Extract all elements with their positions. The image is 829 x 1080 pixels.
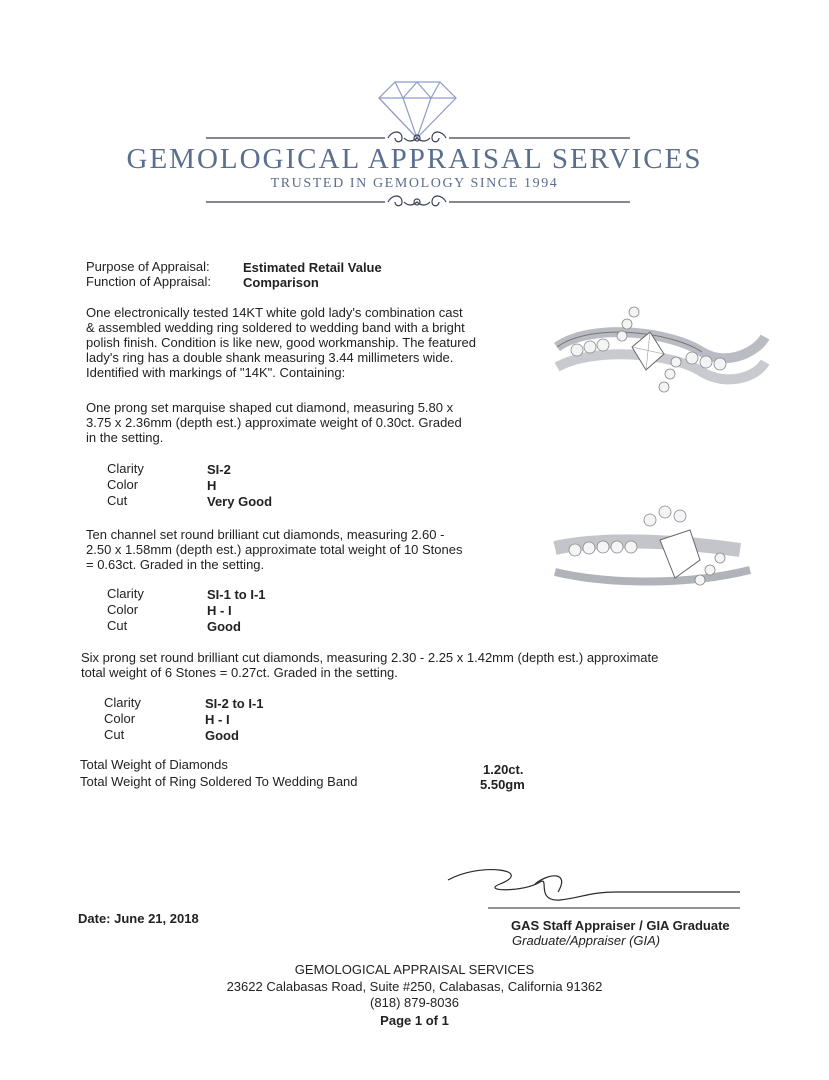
cut-label: Cut: [107, 493, 128, 508]
footer-address: 23622 Calabasas Road, Suite #250, Calabasas, California 91362: [226, 979, 603, 994]
stone-description-line: 3.75 x 2.36mm (depth est.) approximate weight of 0.30ct. Graded: [86, 415, 462, 430]
stone-description-line: One prong set marquise shaped cut diamond, measuring 5.80 x: [86, 400, 454, 415]
stone-description-line: = 0.63ct. Graded in the setting.: [86, 557, 265, 572]
purpose-label: Purpose of Appraisal:: [86, 259, 210, 274]
color-label: Color: [107, 602, 139, 617]
color-value: H: [207, 478, 217, 493]
appraiser-subtitle: Graduate/Appraiser (GIA): [512, 933, 661, 948]
stone-description-line: 2.50 x 1.58mm (depth est.) approximate total weight of 10 Stones: [86, 542, 463, 557]
clarity-label: Clarity: [107, 586, 144, 601]
ring-photo: [552, 292, 772, 432]
stone-description-line: in the setting.: [86, 430, 164, 445]
clarity-label: Clarity: [107, 461, 144, 476]
stone-description-line: Six prong set round brilliant cut diamonds, measuring 2.30 - 2.25 x 1.42mm (depth est.) approximate: [81, 650, 659, 665]
page-number: Page 1 of 1: [380, 1013, 449, 1028]
stone-description-line: total weight of 6 Stones = 0.27ct. Graded in the setting.: [81, 665, 398, 680]
color-label: Color: [107, 477, 139, 492]
diamond-logo-icon: [379, 82, 456, 138]
stone-description: [86, 400, 506, 445]
description-line: polish finish. Condition is like new, good workmanship. The featured: [86, 335, 476, 350]
description-line: & assembled wedding ring soldered to wedding band with a bright: [86, 320, 465, 335]
description-paragraph: [86, 305, 526, 380]
cut-label: Cut: [104, 727, 125, 742]
cut-value: Very Good: [207, 494, 273, 509]
company-tagline: TRUSTED IN GEMOLOGY SINCE 1994: [270, 176, 559, 191]
description-line: One electronically tested 14KT white gold lady's combination cast: [86, 305, 463, 320]
signature-mark: [440, 862, 750, 918]
header-logo: [0, 0, 829, 230]
clarity-value: SI-2 to I-1: [205, 696, 264, 711]
stone-description: [81, 650, 721, 680]
ring-photo: [550, 500, 770, 610]
footer-phone: (818) 879-8036: [370, 995, 459, 1010]
cut-value: Good: [205, 728, 239, 743]
appraiser-title: GAS Staff Appraiser / GIA Graduate: [511, 918, 730, 933]
total-ring-weight-label: Total Weight of Ring Soldered To Wedding Band: [80, 774, 358, 789]
stone-description: [86, 527, 506, 572]
function-value: Comparison: [243, 275, 319, 290]
color-label: Color: [104, 711, 136, 726]
purpose-value: Estimated Retail Value: [243, 260, 382, 275]
company-title: GEMOLOGICAL APPRAISAL SERVICES: [126, 143, 703, 175]
footer-company: GEMOLOGICAL APPRAISAL SERVICES: [294, 962, 535, 977]
total-ring-weight-value: 5.50gm: [480, 777, 525, 792]
clarity-label: Clarity: [104, 695, 141, 710]
cut-value: Good: [207, 619, 241, 634]
stone-description-line: Ten channel set round brilliant cut diamonds, measuring 2.60 -: [86, 527, 445, 542]
scroll-ornament-icon: [206, 196, 630, 206]
function-label: Function of Appraisal:: [86, 274, 212, 289]
cut-label: Cut: [107, 618, 128, 633]
color-value: H - I: [207, 603, 232, 618]
appraisal-date: Date: June 21, 2018: [78, 911, 199, 926]
total-diamonds-value: 1.20ct.: [483, 762, 524, 777]
description-line: lady's ring has a double shank measuring 3.44 millimeters wide.: [86, 350, 454, 365]
clarity-value: SI-2: [207, 462, 231, 477]
color-value: H - I: [205, 712, 230, 727]
total-diamonds-label: Total Weight of Diamonds: [80, 757, 228, 772]
description-line: Identified with markings of "14K". Containing:: [86, 365, 346, 380]
clarity-value: SI-1 to I-1: [207, 587, 266, 602]
